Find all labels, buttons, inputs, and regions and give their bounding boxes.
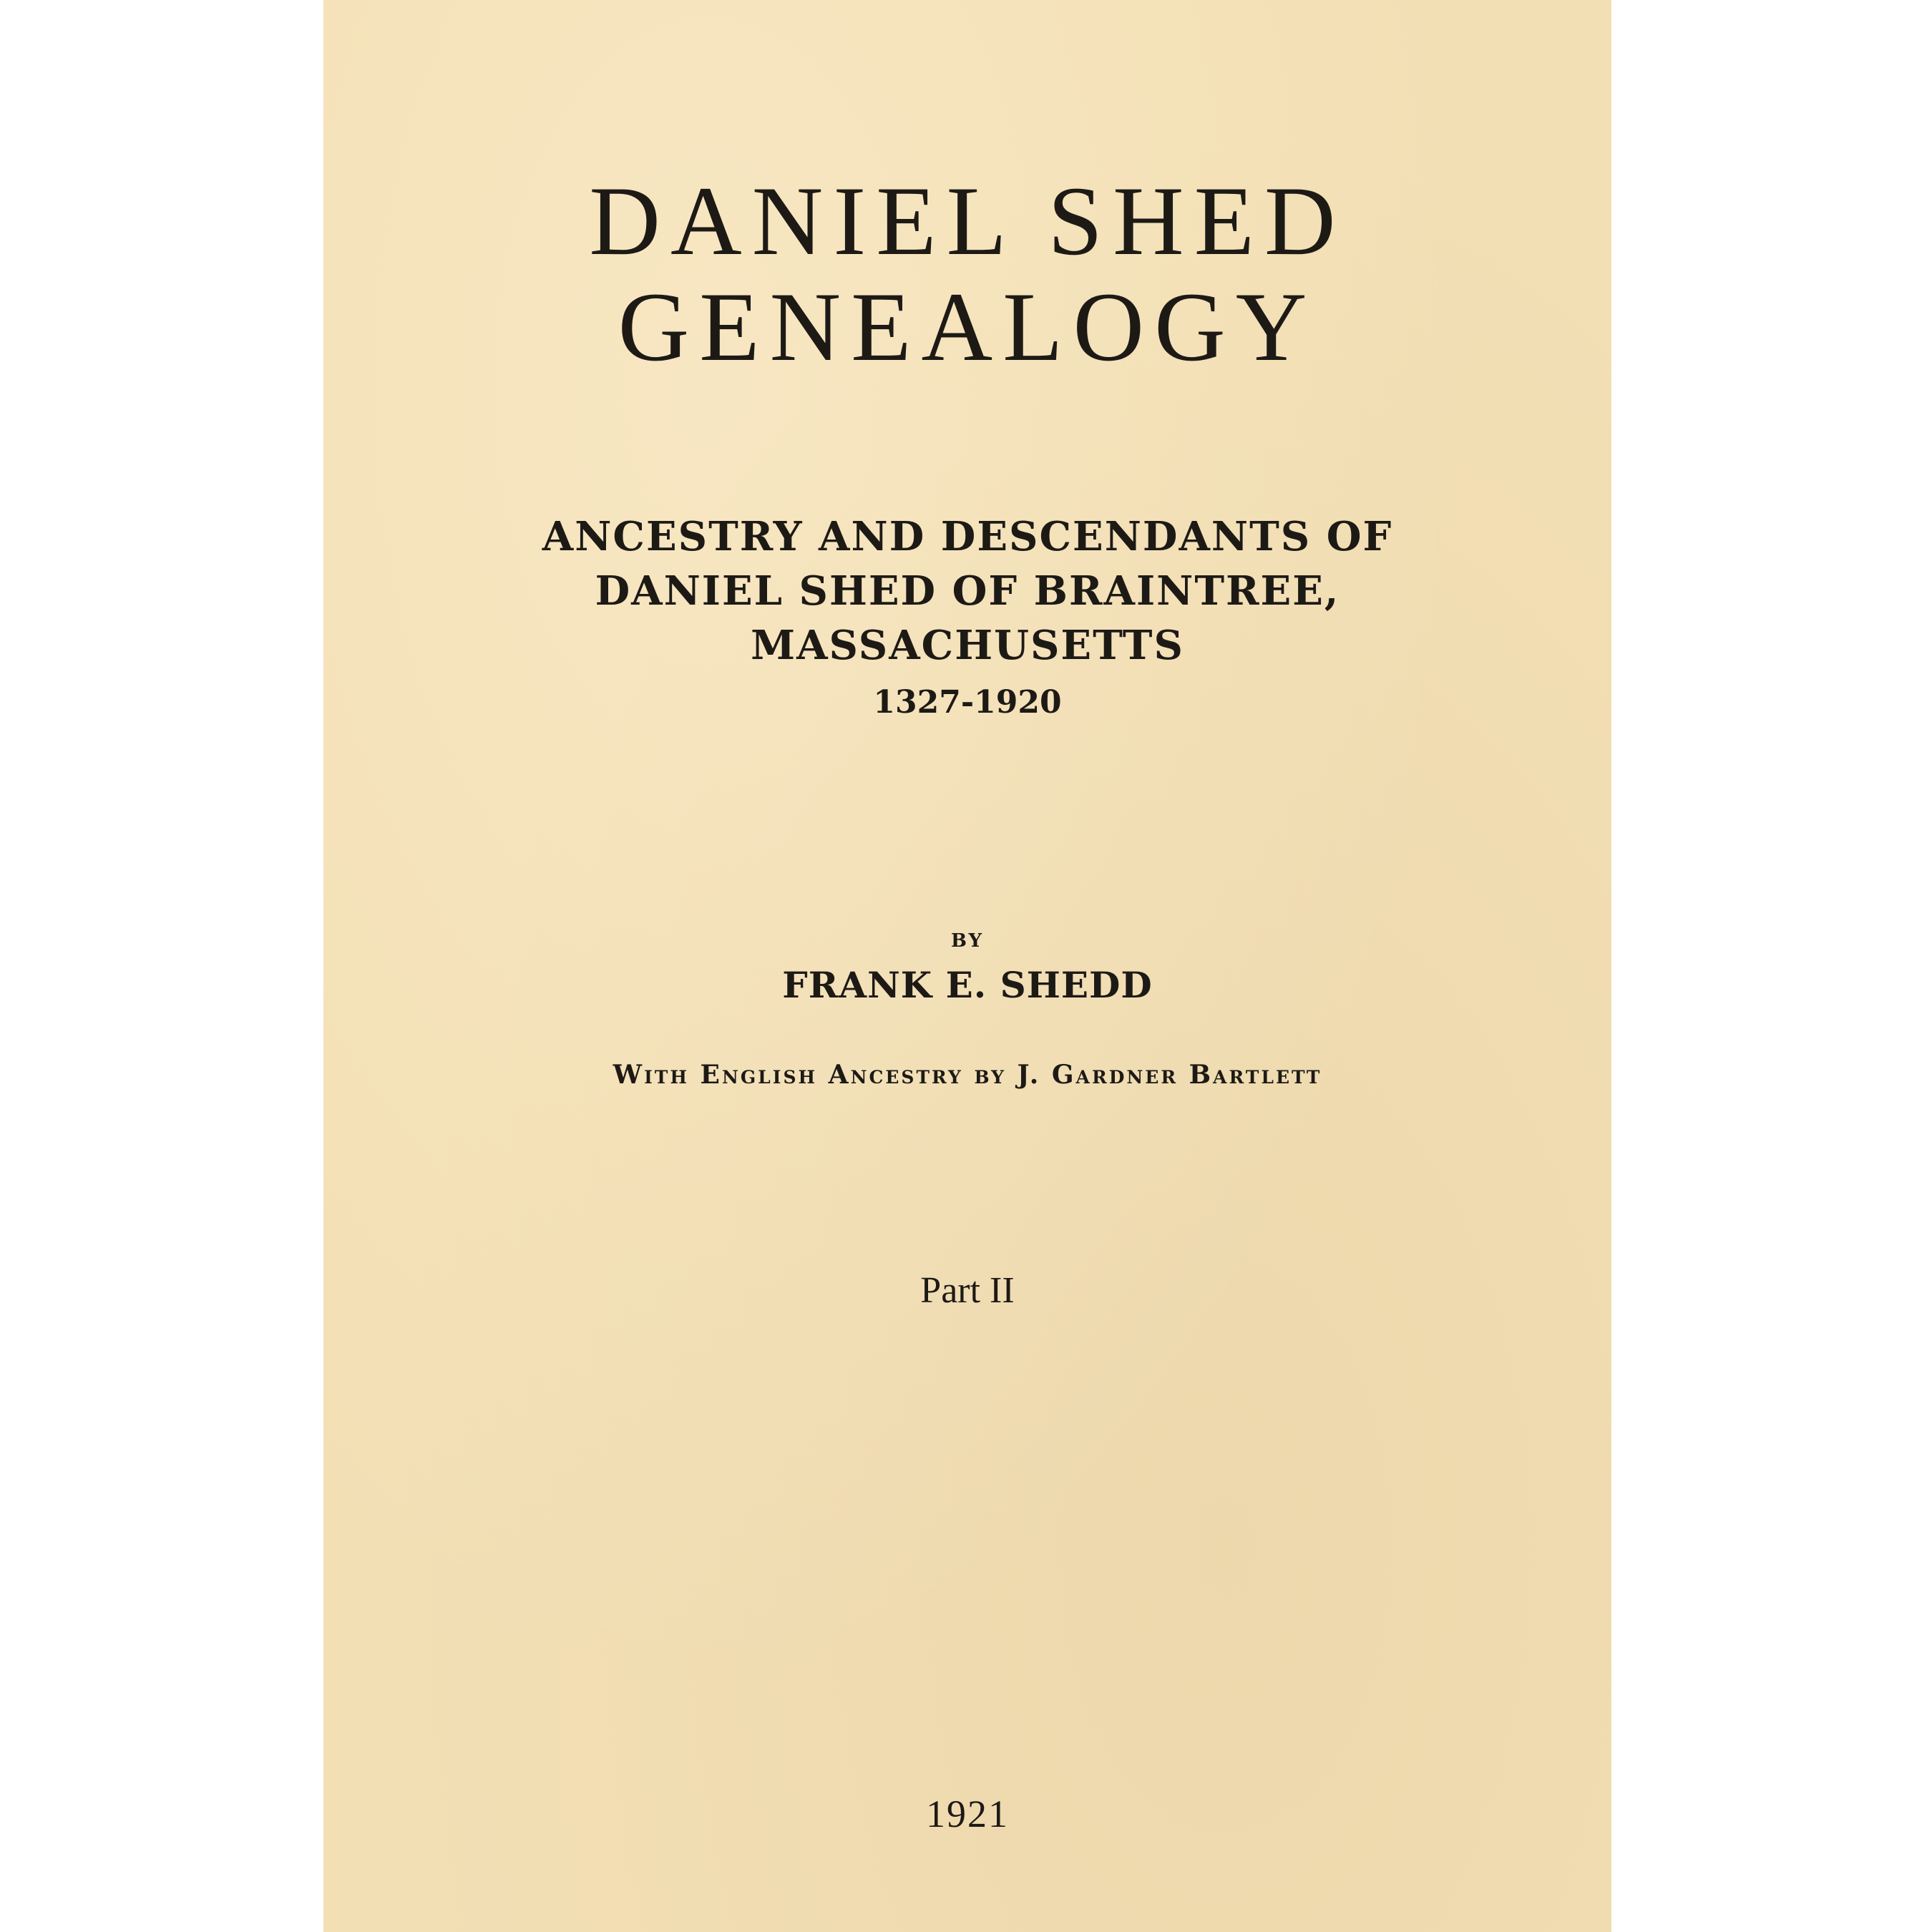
- by-label: BY: [950, 930, 985, 952]
- date-range: 1327-1920: [873, 684, 1062, 721]
- publication-year: 1921: [926, 1792, 1009, 1835]
- title-line-2: GENEALOGY: [618, 272, 1317, 381]
- subtitle-line-3: MASSACHUSETTS: [751, 622, 1184, 669]
- book-cover-page: [323, 0, 1611, 1932]
- author-name: FRANK E. SHEDD: [782, 964, 1153, 1006]
- subtitle-line-2: DANIEL SHED OF BRAINTREE,: [595, 567, 1340, 615]
- part-label: Part II: [920, 1270, 1015, 1311]
- subtitle-line-1: ANCESTRY AND DESCENDANTS OF: [542, 513, 1393, 560]
- title-line-1: DANIEL SHED: [589, 166, 1346, 275]
- credit-line: With English Ancestry by J. Gardner Bartlett: [613, 1060, 1322, 1090]
